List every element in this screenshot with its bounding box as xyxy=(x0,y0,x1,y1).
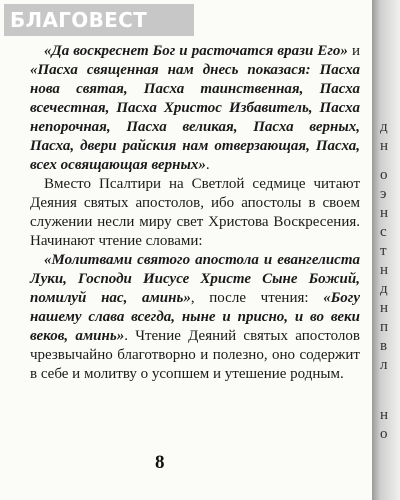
right-page-fragment: д xyxy=(380,281,388,297)
right-page-fragment: н xyxy=(380,138,389,154)
right-page-fragment: т xyxy=(380,243,387,259)
paragraph-3-connector: , после чтения: xyxy=(190,290,324,306)
quote-3: «Молитвами святого апостола и евангелиста Луки, Господи Иисусе Христе Сыне Божий, помилуй нас, аминь» xyxy=(30,252,360,306)
right-page-fragment: о xyxy=(380,426,388,442)
paragraph-1 xyxy=(30,42,360,175)
right-page-fragment: н xyxy=(380,407,389,423)
paragraph-3 xyxy=(30,251,360,384)
page-text xyxy=(30,42,360,384)
quote-2: «Пасха священная нам днесь показася: Пасха нова святая, Пасха таинственная, Пасха всечестная, Пасха Христос Избавитель, Пасха непорочная, Пасха великая, Пасха верных, Пасха, двери райския нам отверзающая, Пасха, всех освящающая верных» xyxy=(30,62,360,173)
quote-1: «Да воскреснет Бог и расточатся врази Его» xyxy=(44,43,348,59)
right-page-fragment: н xyxy=(380,205,389,221)
brand-title: БЛАГОВЕСТ xyxy=(10,8,148,32)
brand-watermark xyxy=(4,4,194,36)
paragraph-3-end: . Чтение Деяний святых апостолов чрезвычайно благотворно и полезно, оно содержит в себе и молитву о усопшем и утешение родным. xyxy=(30,328,360,382)
right-page-fragment: п xyxy=(380,319,389,335)
right-page-fragment: с xyxy=(380,224,387,240)
paragraph-1-end: . xyxy=(205,157,210,173)
right-book-page xyxy=(372,0,400,500)
right-page-fragment: в xyxy=(380,338,388,354)
right-page-fragment: э xyxy=(380,186,387,202)
right-page-fragment: д xyxy=(380,119,388,135)
quote-4: «Богу нашему слава всегда, ныне и присно, и во веки веков, аминь» xyxy=(30,290,360,344)
right-page-fragment: л xyxy=(380,357,388,373)
right-page-fragment: н xyxy=(380,300,389,316)
right-page-fragment: о xyxy=(380,167,388,183)
right-page-fragment: н xyxy=(380,262,389,278)
paragraph-2: Вместо Псалтири на Светлой седмице читают Деяния святых апостолов, ибо апостолы в своем служении несли миру свет Христова Воскресения. Начинают чтение словами: xyxy=(30,176,360,249)
paragraph-1-connector: и xyxy=(347,43,360,59)
page-number: 8 xyxy=(155,452,165,473)
